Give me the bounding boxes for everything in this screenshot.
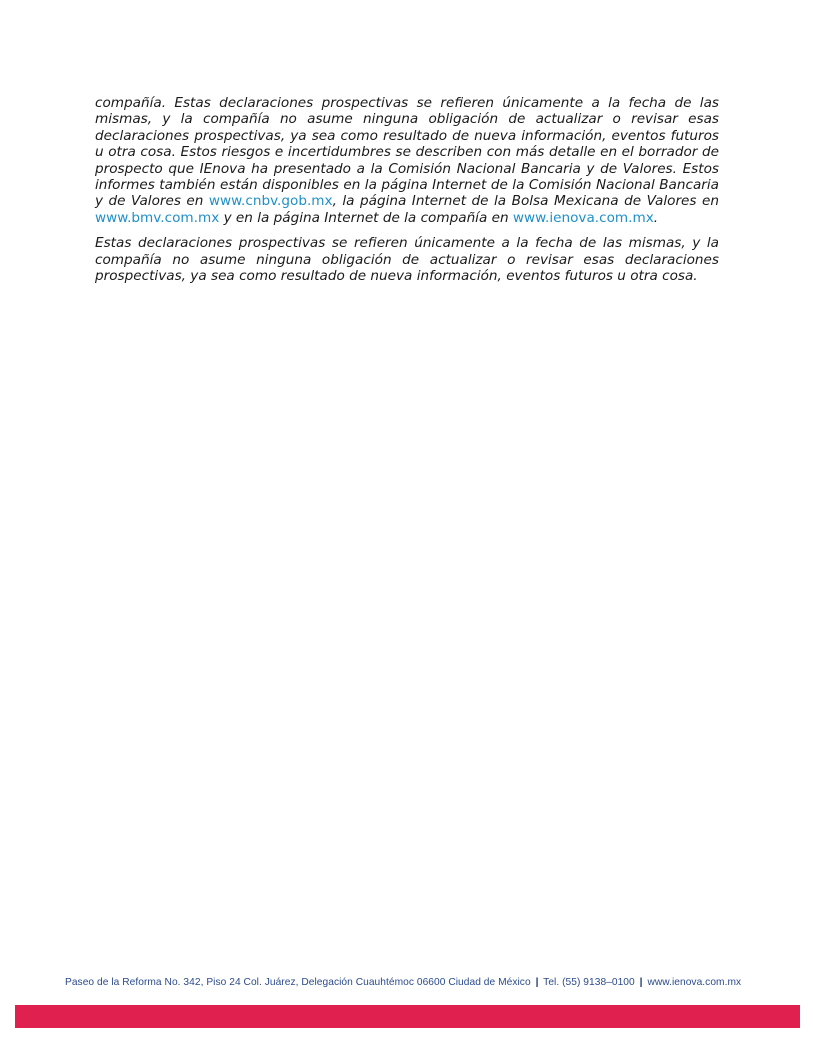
paragraph-1-text-d: . <box>653 209 659 226</box>
disclaimer-paragraph-2: Estas declaraciones prospectivas se refieren únicamente a la fecha de las mismas, y la compañía no asume ninguna obligación de actualizar o revisar esas declaraciones prospectivas, ya sea como resultado de nueva información, eventos futuros u otra cosa. <box>95 235 719 285</box>
footer-separator-1: | <box>535 977 539 988</box>
bmv-link[interactable]: www.bmv.com.mx <box>95 209 220 226</box>
document-body <box>95 95 719 284</box>
disclaimer-paragraph-1 <box>95 95 719 226</box>
footer-separator-2: | <box>639 977 643 988</box>
footer-phone: Tel. (55) 9138–0100 <box>543 977 635 988</box>
cnbv-link[interactable]: www.cnbv.gob.mx <box>208 193 333 210</box>
paragraph-1-text-b: , la página Internet de la Bolsa Mexicana de Valores en <box>332 193 719 210</box>
footer-brand-bar <box>15 1005 800 1028</box>
paragraph-1-text-a: compañía. Estas declaraciones prospectivas se refieren únicamente a la fecha de las mismas, y la compañía no asume ninguna obligación de actualizar o revisar esas declaraciones prospectivas, ya sea como resultado de nueva información, eventos futuros u otra cosa. Estos riesgos e incertidumbres se describen con más detalle en el borrador de prospecto que IEnova ha presentado a la Comisión Nacional Bancaria y de Valores. Estos informes también están disponibles en la página Internet de la Comisión Nacional Bancaria y de Valores en <box>95 95 719 210</box>
ienova-link[interactable]: www.ienova.com.mx <box>512 209 654 226</box>
footer-address: Paseo de la Reforma No. 342, Piso 24 Col. Juárez, Delegación Cuauhtémoc 06600 Ciudad de México <box>65 977 531 988</box>
footer-contact-line <box>65 977 755 988</box>
paragraph-1-text-c: y en la página Internet de la compañía en <box>219 209 513 226</box>
footer-website[interactable]: www.ienova.com.mx <box>647 977 742 988</box>
